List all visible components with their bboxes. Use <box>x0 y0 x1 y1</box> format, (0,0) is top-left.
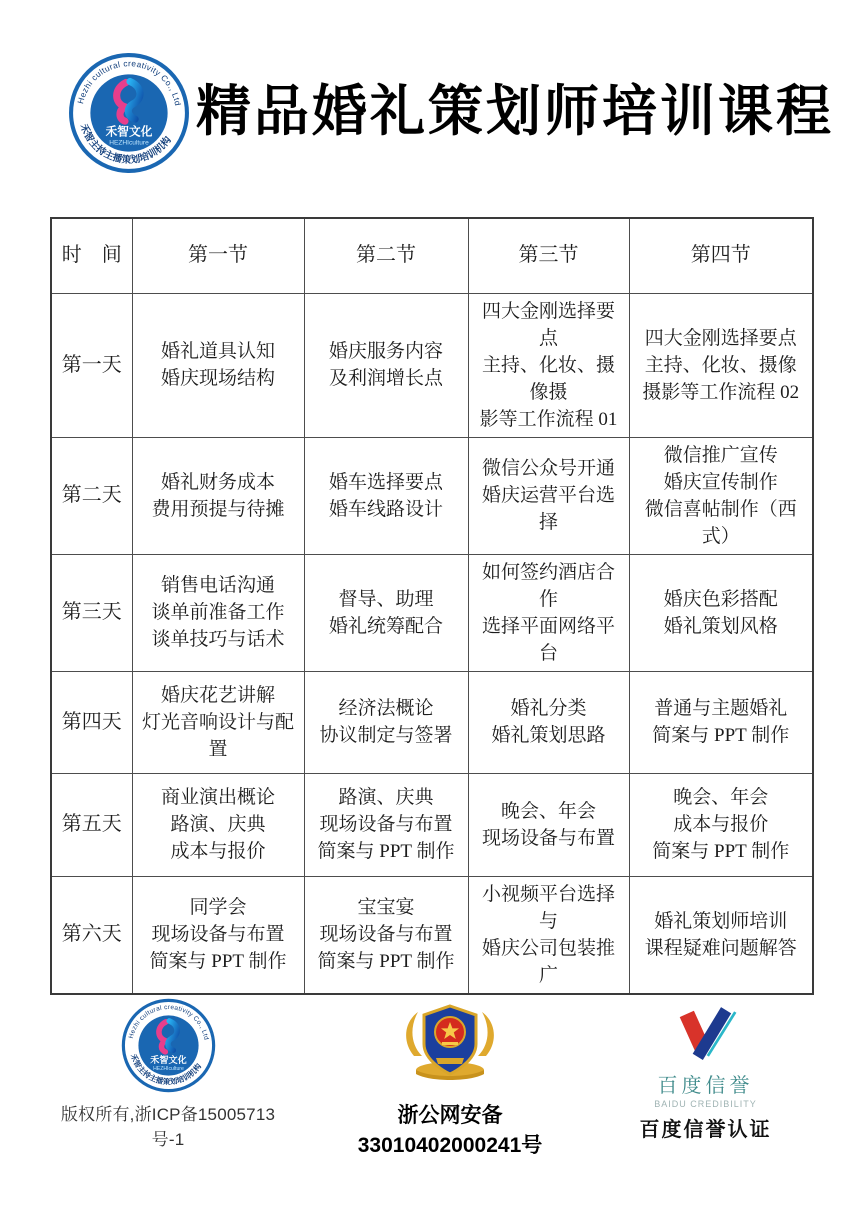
table-row-day4 <box>51 671 813 773</box>
course-cell: 同学会 现场设备与布置 简案与 PPT 制作 <box>132 876 304 994</box>
col-header-session3: 第三节 <box>468 218 629 293</box>
icp-copyright-text: 版权所有,浙ICP备15005713号-1 <box>60 1105 276 1149</box>
course-cell: 婚车选择要点 婚车线路设计 <box>304 437 468 554</box>
hezhi-logo-icon <box>68 52 190 174</box>
day-label: 第一天 <box>51 293 132 437</box>
course-cell: 晚会、年会 成本与报价 简案与 PPT 制作 <box>629 773 813 876</box>
course-cell: 婚庆服务内容 及利润增长点 <box>304 293 468 437</box>
footer-copyright-block <box>58 998 278 1150</box>
course-cell: 婚庆色彩搭配 婚礼策划风格 <box>629 554 813 671</box>
course-cell: 婚礼财务成本 费用预提与待摊 <box>132 437 304 554</box>
table-row-day2 <box>51 437 813 554</box>
police-badge-icon <box>396 1000 504 1088</box>
day-label: 第六天 <box>51 876 132 994</box>
day-label: 第五天 <box>51 773 132 876</box>
col-header-time: 时 间 <box>51 218 132 293</box>
day-label: 第三天 <box>51 554 132 671</box>
course-cell: 婚礼策划师培训 课程疑难问题解答 <box>629 876 813 994</box>
course-cell: 婚礼分类 婚礼策划思路 <box>468 671 629 773</box>
footer-police-block <box>330 1000 570 1159</box>
table-row-day6 <box>51 876 813 994</box>
baidu-v-icon <box>674 1006 738 1062</box>
table-row-day3 <box>51 554 813 671</box>
course-cell: 经济法概论 协议制定与签署 <box>304 671 468 773</box>
col-header-session2: 第二节 <box>304 218 468 293</box>
footer-baidu-block <box>628 1006 783 1142</box>
course-cell: 四大金刚选择要点 主持、化妆、摄像 摄影等工作流程 02 <box>629 293 813 437</box>
course-table-wrap <box>50 217 814 995</box>
course-table <box>50 217 814 995</box>
course-cell: 如何签约酒店合作 选择平面网络平台 <box>468 554 629 671</box>
course-cell: 晚会、年会 现场设备与布置 <box>468 773 629 876</box>
table-row-day1 <box>51 293 813 437</box>
course-cell: 小视频平台选择与 婚庆公司包装推广 <box>468 876 629 994</box>
table-header-row <box>51 218 813 293</box>
day-label: 第二天 <box>51 437 132 554</box>
course-cell: 婚庆花艺讲解 灯光音响设计与配置 <box>132 671 304 773</box>
course-cell: 四大金刚选择要点 主持、化妆、摄像摄 影等工作流程 01 <box>468 293 629 437</box>
course-cell: 销售电话沟通 谈单前准备工作 谈单技巧与话术 <box>132 554 304 671</box>
day-label: 第四天 <box>51 671 132 773</box>
table-row-day5 <box>51 773 813 876</box>
course-cell: 宝宝宴 现场设备与布置 简案与 PPT 制作 <box>304 876 468 994</box>
course-cell: 微信推广宣传 婚庆宣传制作 微信喜帖制作（西式） <box>629 437 813 554</box>
course-cell: 微信公众号开通 婚庆运营平台选择 <box>468 437 629 554</box>
baidu-credibility-name: 百度信誉 <box>657 1075 754 1097</box>
col-header-session4: 第四节 <box>629 218 813 293</box>
baidu-cert-text: 百度信誉认证 <box>639 1119 772 1141</box>
course-cell: 普通与主题婚礼 简案与 PPT 制作 <box>629 671 813 773</box>
baidu-credibility-en: BAIDU CREDIBILITY <box>654 1099 757 1109</box>
page-title: 精品婚礼策划师培训课程 <box>196 81 835 142</box>
hezhi-logo-small-icon <box>121 998 216 1093</box>
course-cell: 商业演出概论 路演、庆典 成本与报价 <box>132 773 304 876</box>
course-cell: 婚礼道具认知 婚庆现场结构 <box>132 293 304 437</box>
police-registration-text: 浙公网安备 33010402000241号 <box>357 1104 543 1157</box>
col-header-session1: 第一节 <box>132 218 304 293</box>
course-cell: 路演、庆典 现场设备与布置 简案与 PPT 制作 <box>304 773 468 876</box>
course-cell: 督导、助理 婚礼统筹配合 <box>304 554 468 671</box>
